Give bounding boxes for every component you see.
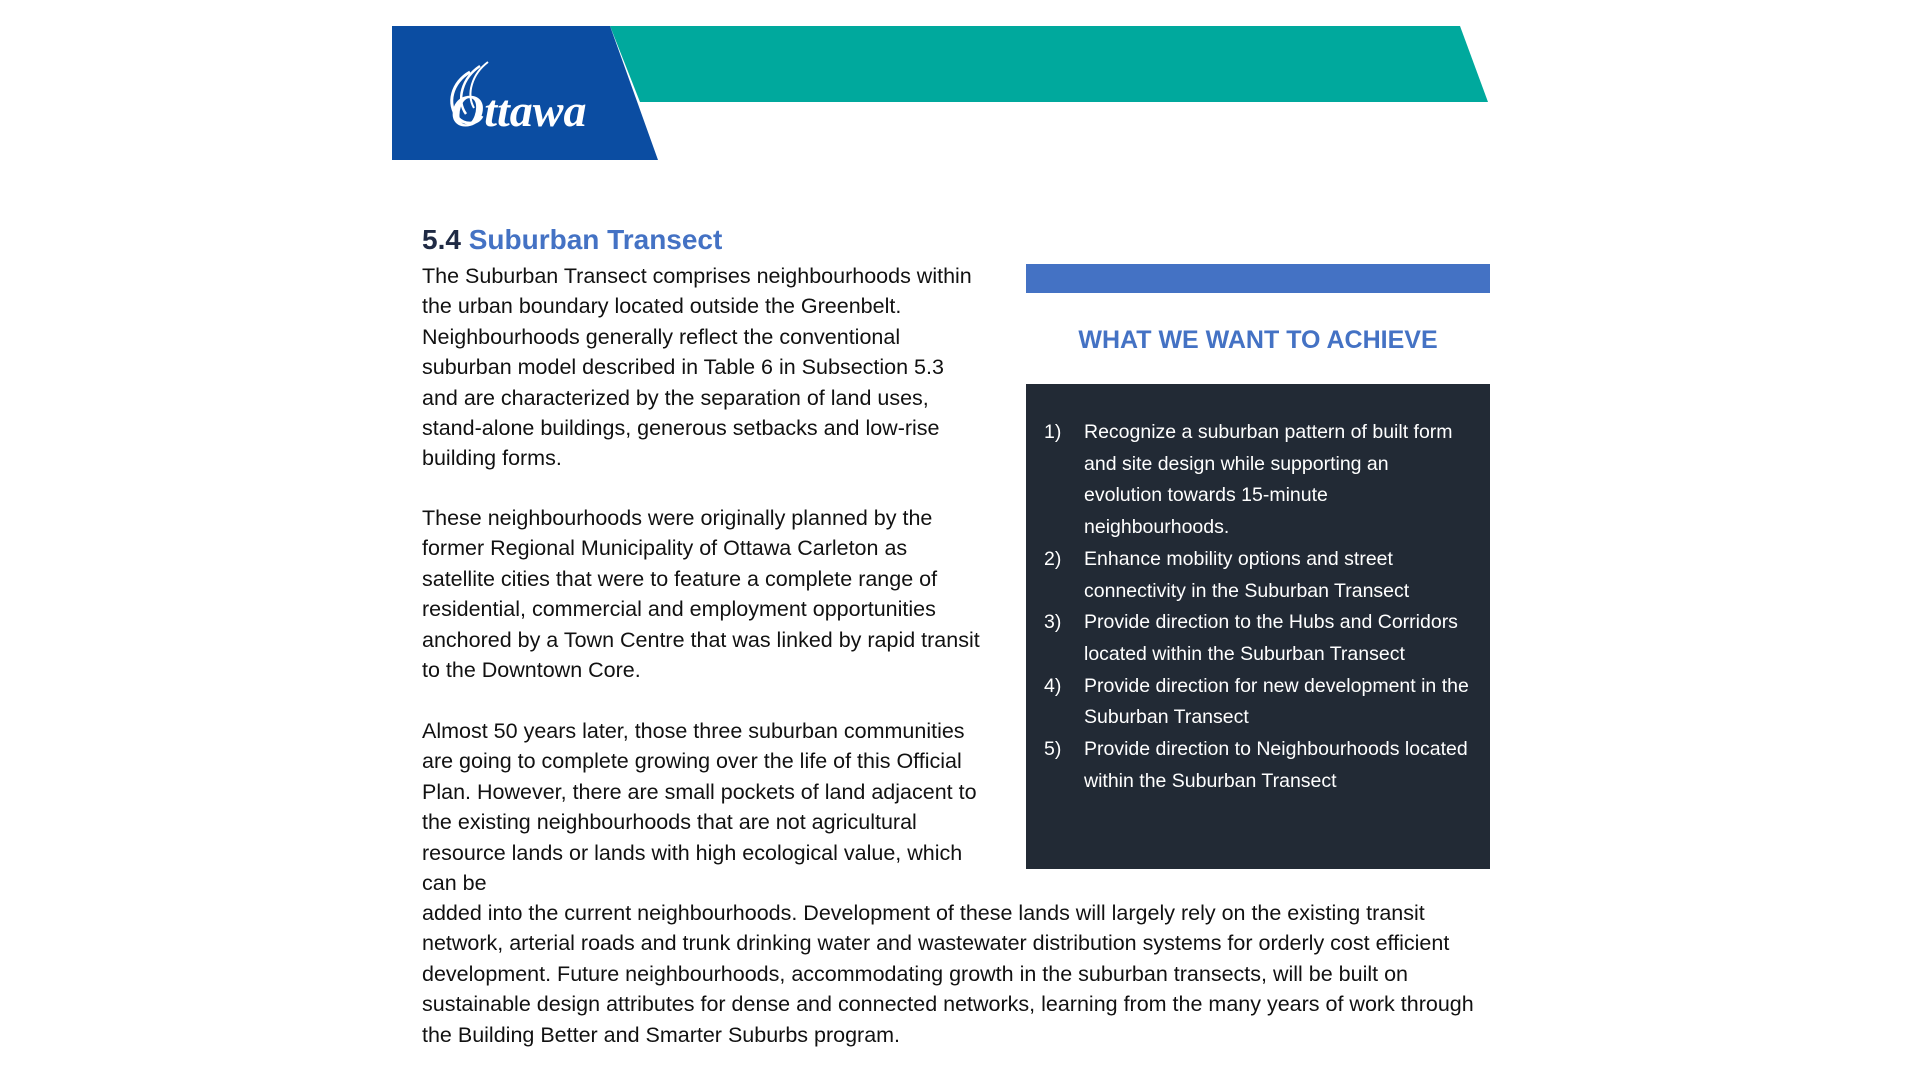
goal-item (1044, 734, 1472, 797)
sidebar-accent-bar (1026, 264, 1490, 293)
goals-box (1026, 384, 1490, 869)
goal-number: 5) (1044, 738, 1062, 761)
goal-text: Recognize a suburban pattern of built form and site design while supporting an evolution towards 15-minute neighbourhoods. (1084, 421, 1453, 539)
paragraph-growth-part2: added into the current neighbourhoods. Development of these lands will largely rely on the existing transit network, arterial roads and trunk drinking water and wastewater distribution systems for orderly cost efficient development. Future neighbourhoods, accommodating growth in the suburban transects, will be built on sustainable design attributes for dense and connected networks, learning from the many years of work through the Building Better and Smarter Suburbs program. (422, 901, 1474, 1047)
goal-number: 4) (1044, 674, 1062, 697)
paragraph-history: These neighbourhoods were originally planned by the former Regional Municipality of Ottawa Carleton as satellite cities that were to feature a complete range of residential, commercial and employment opportunities anchored by a Town Centre that was linked by rapid transit to the Downtown Core. (422, 506, 980, 683)
paragraph-intro: The Suburban Transect comprises neighbourhoods within the urban boundary located outside the Greenbelt. Neighbourhoods generally reflect the conventional suburban model described in Table 6 in Subsection 5.3 and are characterized by the separation of land uses, stand-alone buildings, generous setbacks and low-rise building forms. (422, 264, 972, 471)
header-banner (0, 0, 1920, 170)
section-heading (422, 222, 722, 258)
goal-item (1044, 544, 1472, 607)
section-title: Suburban Transect (468, 224, 723, 255)
goal-item (1044, 671, 1472, 734)
logo-text: Ottawa (451, 85, 587, 136)
goal-text: Provide direction to the Hubs and Corridors located within the Suburban Transect (1084, 611, 1458, 665)
goal-text: Enhance mobility options and street connectivity in the Suburban Transect (1084, 547, 1410, 602)
goal-number: 3) (1044, 611, 1062, 634)
paragraph-growth-part1: Almost 50 years later, those three suburban communities are going to complete growing over the life of this Official Plan. However, there are small pockets of land adjacent to the existing neighbourhoods that are not agricultural resource lands or lands with high ecological value, which can be (422, 719, 977, 896)
goal-number: 1) (1044, 421, 1062, 443)
goals-list (1044, 417, 1472, 797)
sidebar-title: WHAT WE WANT TO ACHIEVE (1078, 326, 1438, 354)
page-header (0, 0, 1920, 170)
goal-text: Provide direction for new development in the Suburban Transect (1084, 674, 1469, 729)
goal-item (1044, 607, 1472, 670)
section-number: 5.4 (422, 224, 461, 255)
goal-number: 2) (1044, 547, 1062, 570)
goal-item (1044, 417, 1472, 544)
teal-banner (610, 26, 1488, 102)
goal-text: Provide direction to Neighbourhoods located within the Suburban Transect (1084, 738, 1468, 792)
